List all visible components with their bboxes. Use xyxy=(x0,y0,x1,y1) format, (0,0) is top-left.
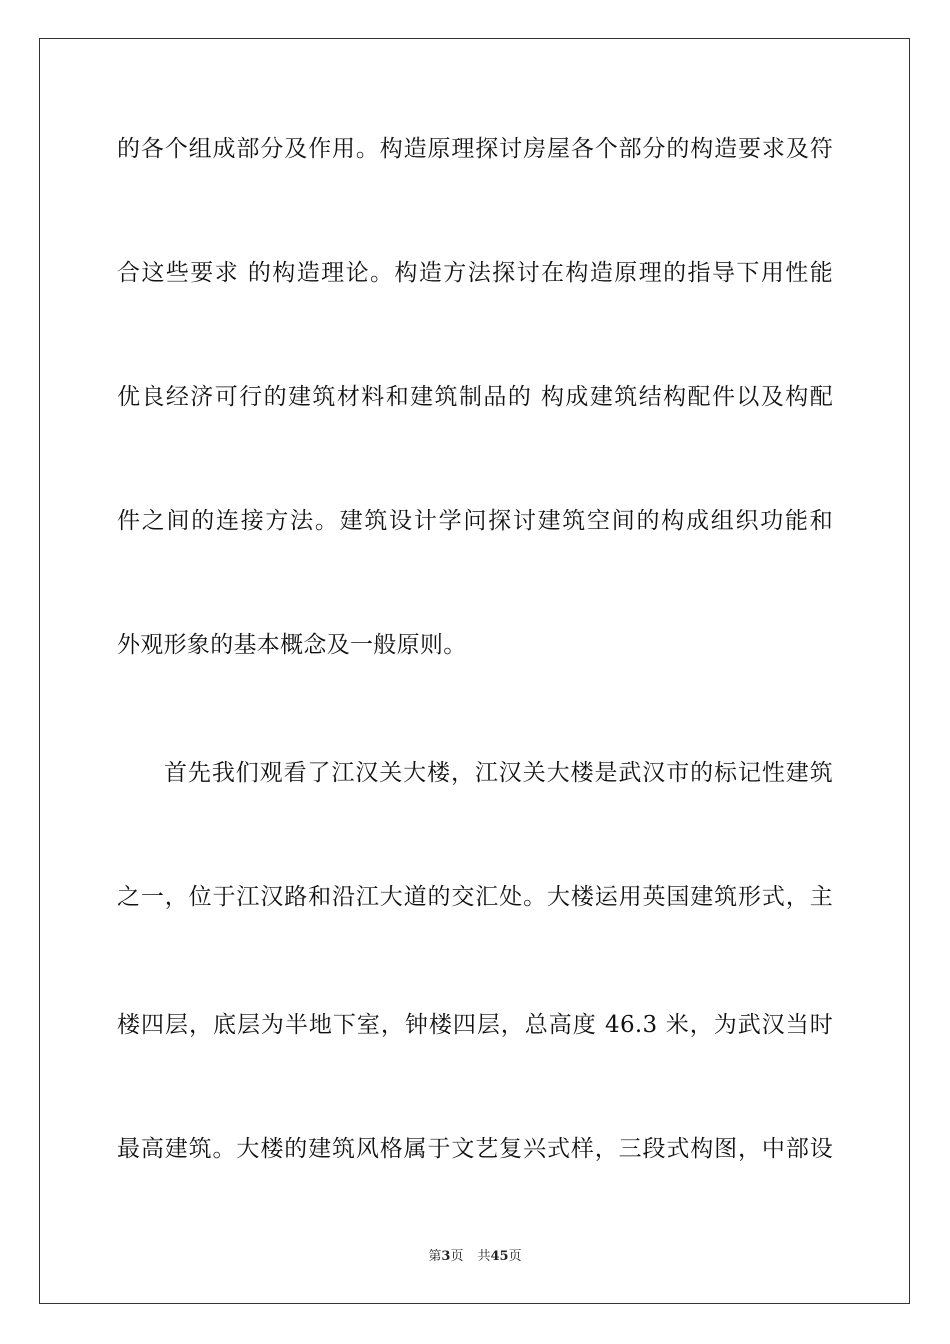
body-text-line-1: 的各个组成部分及作用。构造原理探讨房屋各个部分的构造要求及符 xyxy=(117,136,833,162)
paragraph-2-line-2: 之一，位于江汉路和沿江大道的交汇处。大楼运用英国建筑形式，主 xyxy=(117,884,833,910)
body-text-line-3: 优良经济可行的建筑材料和建筑制品的 构成建筑结构配件以及构配 xyxy=(117,384,833,410)
footer-page-number: 3 xyxy=(441,1249,451,1264)
footer-page-suffix: 页 xyxy=(450,1249,464,1264)
paragraph-2-line-3: 楼四层，底层为半地下室，钟楼四层，总高度 46.3 米，为武汉当时 xyxy=(117,1012,833,1038)
body-text-line-5: 外观形象的基本概念及一般原则。 xyxy=(117,632,467,658)
footer-page-prefix: 第 xyxy=(428,1249,442,1264)
body-text-line-4: 件之间的连接方法。建筑设计学问探讨建筑空间的构成组织功能和 xyxy=(117,508,833,534)
paragraph-2-line-1: 首先我们观看了江汉关大楼，江汉关大楼是武汉市的标记性建筑 xyxy=(164,760,833,786)
footer-total-suffix: 页 xyxy=(508,1249,522,1264)
footer-total-prefix: 共 xyxy=(477,1249,491,1264)
footer-total-pages: 45 xyxy=(490,1249,509,1264)
paragraph-2-line-4: 最高建筑。大楼的建筑风格属于文艺复兴式样，三段式构图，中部设 xyxy=(117,1136,833,1162)
page-footer xyxy=(0,1248,950,1266)
page-border xyxy=(39,38,910,1304)
body-text-line-2: 合这些要求 的构造理论。构造方法探讨在构造原理的指导下用性能 xyxy=(117,260,833,286)
